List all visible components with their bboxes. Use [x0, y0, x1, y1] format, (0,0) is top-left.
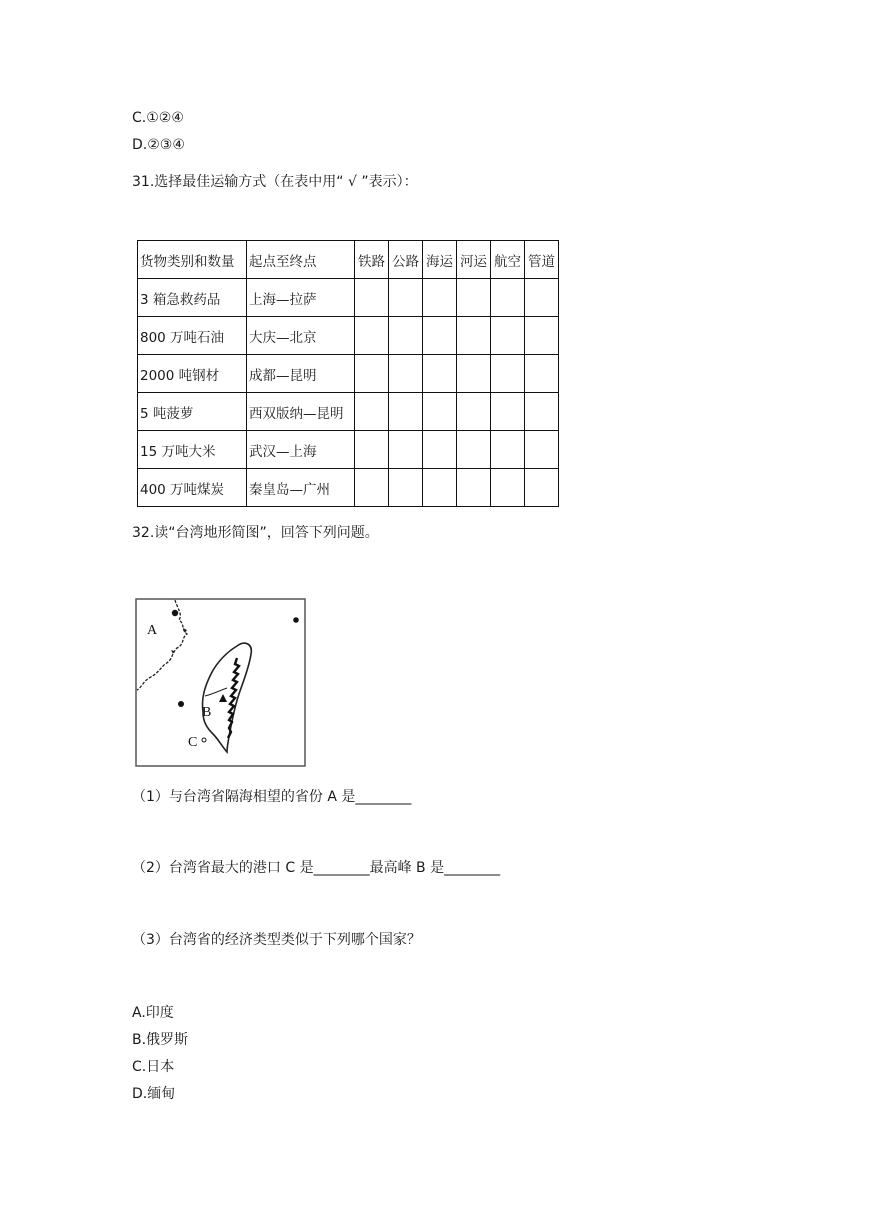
answer-cell[interactable]: [525, 355, 559, 393]
table-row: [138, 355, 559, 393]
answer-cell[interactable]: [423, 355, 457, 393]
answer-cell[interactable]: [525, 431, 559, 469]
answer-cell[interactable]: [457, 317, 491, 355]
map-label-a: A: [147, 623, 158, 638]
answer-cell[interactable]: [355, 431, 389, 469]
answer-cell[interactable]: [423, 431, 457, 469]
header-highway: 公路: [389, 241, 423, 279]
island-dot: [293, 617, 299, 623]
answer-cell[interactable]: [491, 279, 525, 317]
option-a[interactable]: A.印度: [132, 1005, 174, 1021]
answer-cell[interactable]: [389, 393, 423, 431]
answer-cell[interactable]: [389, 469, 423, 507]
option-c[interactable]: C.日本: [132, 1059, 175, 1075]
answer-cell[interactable]: [491, 431, 525, 469]
answer-cell[interactable]: [423, 279, 457, 317]
answer-cell[interactable]: [457, 393, 491, 431]
question-32-prompt: 32.读“台湾地形简图”，回答下列问题。: [132, 525, 379, 541]
answer-cell[interactable]: [525, 317, 559, 355]
route-cell: 西双版纳—昆明: [247, 393, 355, 431]
table-row: [138, 469, 559, 507]
answer-cell[interactable]: [525, 279, 559, 317]
route-cell: 成都—昆明: [247, 355, 355, 393]
option-d-prev: D.②③④: [132, 137, 185, 153]
transport-table: [137, 240, 559, 507]
header-route: 起点至终点: [247, 241, 355, 279]
table-header-row: [138, 241, 559, 279]
table-row: [138, 393, 559, 431]
answer-cell[interactable]: [355, 317, 389, 355]
cargo-cell: 2000 吨钢材: [138, 355, 247, 393]
cargo-cell: 400 万吨煤炭: [138, 469, 247, 507]
header-sea: 海运: [423, 241, 457, 279]
answer-cell[interactable]: [457, 431, 491, 469]
answer-cell[interactable]: [491, 469, 525, 507]
header-cargo: 货物类别和数量: [138, 241, 247, 279]
answer-cell[interactable]: [355, 355, 389, 393]
subquestion-3: （3）台湾省的经济类型类似于下列哪个国家？: [132, 932, 421, 948]
subquestion-1: （1）与台湾省隔海相望的省份 A 是________: [132, 789, 412, 805]
route-cell: 武汉—上海: [247, 431, 355, 469]
route-cell: 上海—拉萨: [247, 279, 355, 317]
answer-cell[interactable]: [525, 393, 559, 431]
route-cell: 大庆—北京: [247, 317, 355, 355]
answer-cell[interactable]: [525, 469, 559, 507]
answer-cell[interactable]: [491, 355, 525, 393]
penghu-island: [178, 701, 184, 707]
cargo-cell: 15 万吨大米: [138, 431, 247, 469]
cargo-cell: 800 万吨石油: [138, 317, 247, 355]
answer-cell[interactable]: [457, 355, 491, 393]
header-air: 航空: [491, 241, 525, 279]
answer-cell[interactable]: [423, 393, 457, 431]
taiwan-map: [135, 598, 307, 768]
answer-cell[interactable]: [491, 393, 525, 431]
answer-cell[interactable]: [389, 317, 423, 355]
answer-cell[interactable]: [389, 355, 423, 393]
cargo-cell: 5 吨菠萝: [138, 393, 247, 431]
header-pipeline: 管道: [525, 241, 559, 279]
map-label-b: B: [202, 705, 212, 720]
question-31-prompt: 31.选择最佳运输方式（在表中用“ √ ”表示）：: [132, 174, 418, 190]
answer-cell[interactable]: [423, 469, 457, 507]
answer-cell[interactable]: [457, 469, 491, 507]
header-railway: 铁路: [355, 241, 389, 279]
subquestion-2: （2）台湾省最大的港口 C 是________最高峰 B 是________: [132, 860, 501, 876]
answer-cell[interactable]: [389, 431, 423, 469]
answer-cell[interactable]: [355, 469, 389, 507]
answer-cell[interactable]: [491, 317, 525, 355]
option-c-prev: C.①②④: [132, 110, 184, 126]
answer-cell[interactable]: [457, 279, 491, 317]
table-row: [138, 431, 559, 469]
map-label-c: C: [188, 735, 198, 750]
option-b[interactable]: B.俄罗斯: [132, 1032, 189, 1048]
answer-cell[interactable]: [355, 393, 389, 431]
cargo-cell: 3 箱急救药品: [138, 279, 247, 317]
island-dot: [172, 610, 178, 616]
table-row: [138, 279, 559, 317]
answer-cell[interactable]: [423, 317, 457, 355]
table-row: [138, 317, 559, 355]
route-cell: 秦皇岛—广州: [247, 469, 355, 507]
option-d[interactable]: D.缅甸: [132, 1086, 176, 1102]
answer-cell[interactable]: [355, 279, 389, 317]
header-river: 河运: [457, 241, 491, 279]
answer-cell[interactable]: [389, 279, 423, 317]
